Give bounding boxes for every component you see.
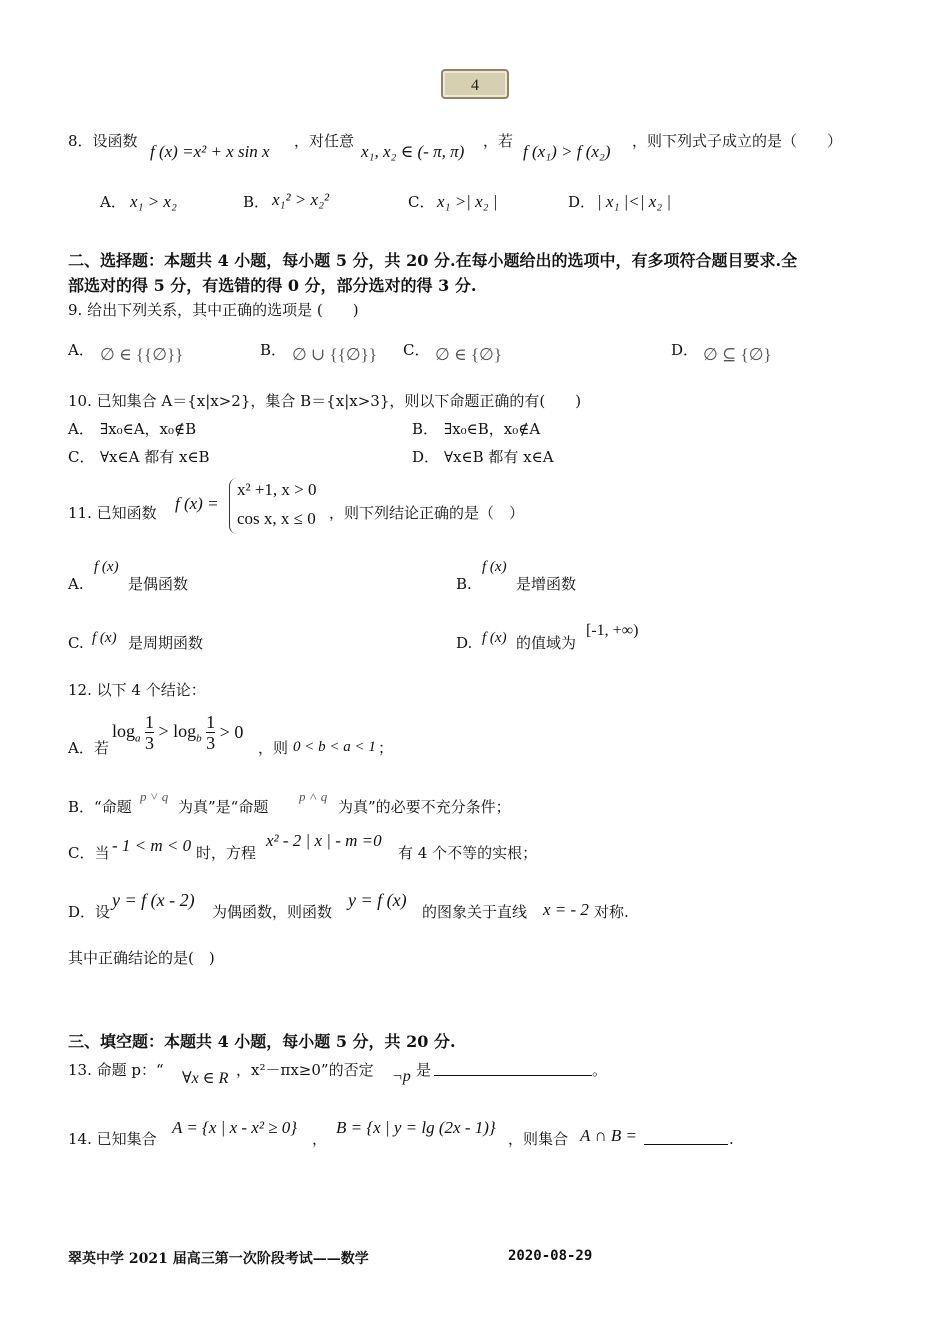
q8-option-d: | x₁ |<| x₂ | [597, 192, 672, 211]
q10-option-b-label: B． [412, 420, 439, 438]
q13-forall: ∀x ∈ R [182, 1070, 229, 1087]
q8-domain: x₁, x₂ ∈ (- π, π) [361, 142, 465, 161]
section3-heading: 三、填空题：本题共 4 小题，每小题 5 分，共 20 分. [68, 1032, 456, 1051]
q8-option-a: x₁ > x₂ [130, 192, 177, 211]
q11-option-c-label: C. [68, 634, 84, 652]
q11-option-a-fx: f (x) [94, 559, 119, 575]
q12-b-text1: B．“命题 [68, 798, 132, 816]
q12-b-expr2: p ˄ q [299, 789, 328, 804]
q10-option-c-label: C． [68, 448, 95, 466]
q12-c-expr2: x² - 2 | x | - m =0 [266, 831, 382, 850]
q12-b-expr1: p ˅ q [140, 789, 169, 804]
q9-option-c: ∅ ∈ {∅} [435, 345, 503, 364]
q11-option-d-text: 的值域为 [516, 634, 577, 652]
q8-option-b: x₁² > x₂² [272, 190, 330, 209]
q10-option-a: ∃x₀∈A，x₀∉B [100, 420, 197, 438]
q14-intersection: A ∩ B = [580, 1126, 637, 1145]
q9-option-a-label: A． [68, 341, 94, 359]
q14-end: . [729, 1130, 734, 1148]
q12-question: 其中正确结论的是( ) [68, 949, 215, 967]
section2-heading-line1: 二、选择题：本题共 4 小题，每小题 5 分，共 20 分.在每小题给出的选项中，有多项符合题目要求.全 [68, 251, 798, 270]
q11-option-d-range: [-1, +∞) [586, 622, 639, 639]
q12-c-text1: C．当 [68, 844, 110, 862]
q11-function: f (x) = [175, 494, 219, 513]
q11-case2: cos x, x ≤ 0 [237, 509, 316, 528]
q12-d-expr2: y = f (x) [348, 890, 407, 910]
q14-mid: ，则集合 [508, 1130, 569, 1148]
q9-option-d-label: D． [671, 341, 699, 359]
q12-d-text4: 对称. [594, 903, 629, 921]
q12-b-text3: 为真”的必要不充分条件； [338, 798, 511, 816]
q14-answer-blank[interactable] [644, 1130, 728, 1145]
q12-a-result: 0 < b < a < 1 [293, 739, 376, 755]
q13-negation: ¬p [392, 1068, 411, 1085]
q12-c-expr1: - 1 < m < 0 [112, 836, 192, 855]
q10-stem: 10. 已知集合 A＝{x|x>2}，集合 B＝{x|x>3}，则以下命题正确的有( ) [68, 392, 582, 410]
q11-option-b-text: 是增函数 [516, 575, 577, 593]
q8-mid: ，对任意 [294, 132, 355, 150]
q11-option-d-fx: f (x) [482, 630, 507, 646]
q8-option-d-label: D． [568, 193, 596, 211]
q10-option-d-label: D． [412, 448, 440, 466]
q10-option-c: ∀x∈A 都有 x∈B [100, 448, 210, 466]
q9-option-b: ∅ ∪ {{∅}} [292, 345, 377, 364]
q9-option-d: ∅ ⊆ {∅} [703, 345, 772, 364]
q11-lead: 11. 已知函数 [68, 504, 157, 522]
q12-a-expression: $\log_a$ $\frac{1}{3}$ > $\log_b$ $\frac{1}{3}$ > 0 [112, 712, 244, 753]
q8-lead: 8．设函数 [68, 132, 138, 150]
q11-option-b-label: B. [456, 575, 472, 593]
q12-a-end: ； [378, 739, 394, 757]
q10-option-d: ∀x∈B 都有 x∈A [444, 448, 554, 466]
q11-option-b-fx: f (x) [482, 559, 507, 575]
q12-d-text1: D．设 [68, 903, 111, 921]
q12-c-text2: 时，方程 [196, 844, 257, 862]
q11-tail: ，则下列结论正确的是（ ） [329, 504, 525, 522]
q11-option-d-label: D. [456, 634, 473, 652]
q10-option-a-label: A． [68, 420, 94, 438]
q13-tail: 是 [416, 1061, 432, 1079]
q11-case1: x² +1, x > 0 [237, 480, 317, 499]
q8-function: f (x) =x² + x sin x [150, 142, 270, 161]
q12-d-expr3: x = - 2 [543, 900, 589, 919]
q8-option-a-label: A． [100, 193, 126, 211]
q9-stem: 9. 给出下列关系，其中正确的选项是 ( ) [68, 301, 359, 319]
q14-lead: 14. 已知集合 [68, 1130, 157, 1148]
q8-option-c-label: C． [408, 193, 435, 211]
q12-d-text3: 的图象关于直线 [422, 903, 528, 921]
section2-heading-line2: 部选对的得 5 分，有选错的得 0 分，部分选对的得 3 分. [68, 276, 477, 295]
q11-option-c-fx: f (x) [92, 630, 117, 646]
q8-ruo: ，若 [483, 132, 514, 150]
q12-d-expr1: y = f (x - 2) [112, 890, 195, 910]
q13-end: 。 [592, 1061, 608, 1079]
q8-option-b-label: B． [243, 193, 270, 211]
q11-option-a-text: 是偶函数 [128, 575, 189, 593]
q9-option-c-label: C． [403, 341, 430, 359]
q12-stem: 12. 以下 4 个结论： [68, 681, 206, 699]
footer-date: 2020-08-29 [508, 1248, 593, 1264]
q8-tail: ，则下列式子成立的是（ ） [632, 132, 843, 150]
q12-b-text2: 为真”是“命题 [178, 798, 269, 816]
page-number-badge: 4 [441, 69, 509, 99]
q9-option-b-label: B． [260, 341, 287, 359]
q13-mid: ，x²－πx≥0”的否定 [236, 1061, 374, 1079]
q12-d-text2: 为偶函数，则函数 [212, 903, 333, 921]
q14-set-a: A = {x | x - x² ≥ 0} [172, 1118, 298, 1137]
q13-lead: 13. 命题 p：“ [68, 1061, 164, 1079]
q14-comma: ， [312, 1130, 328, 1148]
q11-option-c-text: 是周期函数 [128, 634, 204, 652]
footer-school: 翠英中学 2021 届高三第一次阶段考试——数学 [68, 1251, 369, 1267]
q10-option-b: ∃x₀∈B，x₀∉A [444, 420, 541, 438]
q11-option-a-label: A. [68, 575, 84, 593]
q14-set-b: B = {x | y = lg (2x - 1)} [336, 1118, 496, 1137]
q13-answer-blank[interactable] [434, 1061, 592, 1076]
q8-condition: f (x₁) > f (x₂) [523, 142, 611, 161]
q12-a-label: A．若 [68, 739, 109, 757]
q12-a-mid: ，则 [258, 739, 289, 757]
q9-option-a: ∅ ∈ {{∅}} [100, 345, 184, 364]
q12-c-text3: 有 4 个不等的实根； [398, 844, 538, 862]
q8-option-c: x₁ >| x₂ | [437, 192, 498, 211]
